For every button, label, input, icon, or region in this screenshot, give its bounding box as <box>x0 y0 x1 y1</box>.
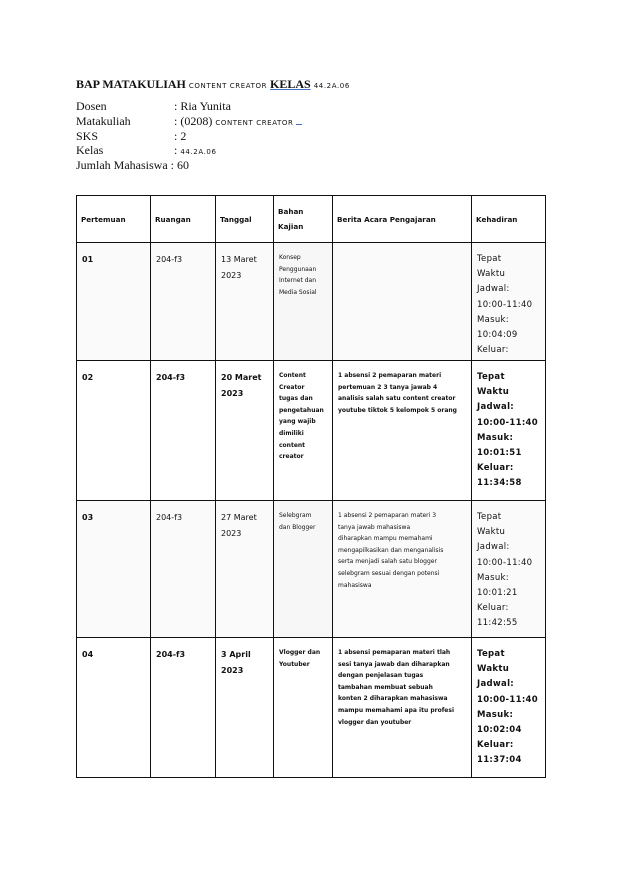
bahan-line: pengetahuan <box>279 406 324 414</box>
info-label: SKS <box>76 128 99 143</box>
title-kelas-label: KELAS <box>270 77 311 91</box>
berita-line: pertemuan 2 3 tanya jawab 4 <box>338 383 438 391</box>
berita-line: konten 2 diharapkan mahasiswa <box>338 695 448 703</box>
text-cursor-mark <box>296 116 302 125</box>
info-row-matakuliah <box>76 114 302 129</box>
cell-tanggal <box>216 243 274 361</box>
info-value-small: 44.2A.06 <box>180 148 217 157</box>
kehadiran-line: Waktu <box>477 387 510 398</box>
kehadiran-line: Masuk: <box>477 314 509 325</box>
cell-tanggal <box>216 501 274 638</box>
info-row-jumlah <box>76 158 302 173</box>
title-kelas-code: 44.2A.06 <box>313 82 350 90</box>
bap-table <box>76 195 546 778</box>
bahan-line: Vlogger dan <box>279 649 321 656</box>
kehadiran-line: Waktu <box>477 664 510 675</box>
kehadiran-line: Jadwal: <box>477 542 510 553</box>
cell-ruangan: 204-f3 <box>151 638 216 778</box>
bahan-line: tugas dan <box>279 395 313 403</box>
kehadiran-line: Tepat <box>477 649 505 659</box>
info-row-kelas <box>76 143 302 158</box>
tanggal-line2: 2023 <box>221 665 244 675</box>
info-label: Jumlah Mahasiswa <box>76 158 168 173</box>
info-sep: : <box>174 113 181 128</box>
tanggal-line1: 27 Maret <box>221 513 257 522</box>
berita-line: mengapilkasikan dan menganalisis <box>338 546 444 554</box>
kehadiran-line: Waktu <box>477 527 506 538</box>
info-sep: : <box>174 143 181 158</box>
cell-bahan <box>274 501 333 638</box>
cell-bahan <box>274 361 333 501</box>
title-prefix: BAP MATAKULIAH <box>76 77 186 91</box>
table-row <box>77 638 546 778</box>
kehadiran-line: Masuk: <box>477 572 509 583</box>
bahan-line: content <box>279 441 306 449</box>
kehadiran-line: Masuk: <box>477 432 514 443</box>
info-value: 60 <box>177 158 189 173</box>
bahan-line: Media Sosial <box>279 288 317 296</box>
bahan-line: dimiliki <box>279 429 304 437</box>
header-tanggal: Tanggal <box>216 196 274 243</box>
cell-pertemuan: 02 <box>77 361 151 501</box>
berita-line: mampu memahami apa itu profesi <box>338 706 454 714</box>
kehadiran-line: Tepat <box>477 372 505 382</box>
cell-berita <box>333 501 472 638</box>
berita-line: 1 absensi 2 pemaparan materi <box>338 372 442 379</box>
kehadiran-line: Jadwal: <box>477 402 514 413</box>
kehadiran-line: 11:37:04 <box>477 755 522 766</box>
kehadiran-line: Masuk: <box>477 709 514 720</box>
berita-line: mahasiswa <box>338 581 372 589</box>
bahan-line: dan Blogger <box>279 523 316 531</box>
bahan-line: Content <box>279 372 306 379</box>
cell-berita <box>333 361 472 501</box>
bahan-line: Penggunaan <box>279 265 317 273</box>
tanggal-line2: 2023 <box>221 270 242 280</box>
kehadiran-line: 10:01:21 <box>477 588 518 599</box>
kehadiran-line: 10:00-11:40 <box>477 557 533 568</box>
info-sep: : <box>174 128 181 143</box>
bahan-line: Youtuber <box>279 660 310 668</box>
bahan-line: Creator <box>279 383 305 391</box>
info-sep: : <box>174 99 181 113</box>
berita-line: 1 absensi pemaparan materi tlah <box>338 649 451 656</box>
bahan-line: creator <box>279 453 304 461</box>
tanggal-line1: 3 April <box>221 650 251 659</box>
cell-tanggal <box>216 361 274 501</box>
berita-line: dengan penjelasan tugas <box>338 672 424 680</box>
berita-line: analisis salah satu content creator <box>338 395 456 403</box>
course-info <box>76 99 302 173</box>
cell-ruangan: 204-f3 <box>151 501 216 638</box>
kehadiran-line: Keluar: <box>477 603 509 614</box>
cell-ruangan: 204-f3 <box>151 361 216 501</box>
kehadiran-line: 10:01:51 <box>477 448 522 459</box>
kehadiran-line: Tepat <box>477 254 502 264</box>
info-value: 2 <box>180 128 187 143</box>
berita-line: sesi tanya jawab dan diharapkan <box>338 660 450 668</box>
kehadiran-line: 10:00-11:40 <box>477 694 538 705</box>
berita-line: vlogger dan youtuber <box>338 718 412 726</box>
tanggal-line2: 2023 <box>221 528 242 538</box>
berita-line: 1 absensi 2 pemaparan materi 3 <box>338 512 437 519</box>
berita-line: tanya jawab mahasiswa <box>338 523 411 531</box>
info-sep: : <box>167 158 177 173</box>
cell-tanggal <box>216 638 274 778</box>
bahan-line: yang wajib <box>279 418 316 426</box>
kehadiran-line: Keluar: <box>477 345 509 356</box>
cell-bahan <box>274 638 333 778</box>
table-row <box>77 361 546 501</box>
info-value: Ria Yunita <box>180 99 231 113</box>
info-row-sks <box>76 129 302 144</box>
cell-bahan <box>274 243 333 361</box>
info-row-dosen <box>76 99 302 114</box>
tanggal-line2: 2023 <box>221 388 244 398</box>
document-title <box>76 77 350 92</box>
berita-line: youtube tiktok 5 kelompok 5 orang <box>338 406 457 414</box>
cell-kehadiran <box>472 638 546 778</box>
kehadiran-line: 10:00-11:40 <box>477 417 538 428</box>
header-pertemuan: Pertemuan <box>77 196 151 243</box>
bahan-line: Konsep <box>279 254 301 261</box>
kehadiran-line: 10:04:09 <box>477 330 518 341</box>
kehadiran-line: Jadwal: <box>477 679 514 690</box>
tanggal-line1: 13 Maret <box>221 255 257 264</box>
header-berita-acara: Berita Acara Pengajaran <box>333 196 472 243</box>
table-row <box>77 501 546 638</box>
table-header-row <box>77 196 546 243</box>
kehadiran-line: 11:34:58 <box>477 478 522 489</box>
info-value-small: CONTENT CREATOR <box>215 118 294 127</box>
kehadiran-line: Jadwal: <box>477 284 510 295</box>
header-kehadiran: Kehadiran <box>472 196 546 243</box>
tanggal-line1: 20 Maret <box>221 373 262 382</box>
header-bahan-kajian <box>274 196 333 243</box>
header-ruangan: Ruangan <box>151 196 216 243</box>
table-row <box>77 243 546 361</box>
kehadiran-line: Waktu <box>477 269 506 280</box>
berita-line: tambahan membuat sebuah <box>338 683 433 691</box>
header-bahan-line2: Kajian <box>278 222 304 231</box>
kehadiran-line: 10:02:04 <box>477 725 522 736</box>
cell-kehadiran <box>472 501 546 638</box>
berita-line: serta menjadi salah satu blogger <box>338 558 437 566</box>
bahan-line: Internet dan <box>279 277 317 285</box>
cell-berita <box>333 638 472 778</box>
kehadiran-line: Keluar: <box>477 740 514 751</box>
cell-pertemuan: 04 <box>77 638 151 778</box>
cell-pertemuan: 03 <box>77 501 151 638</box>
kehadiran-line: 11:42:55 <box>477 618 518 629</box>
cell-berita <box>333 243 472 361</box>
cell-kehadiran <box>472 361 546 501</box>
kehadiran-line: Tepat <box>477 512 502 522</box>
title-course: CONTENT CREATOR <box>188 82 268 90</box>
info-label: Kelas <box>76 143 104 158</box>
cell-ruangan: 204-f3 <box>151 243 216 361</box>
berita-line: diharapkan mampu memahami <box>338 535 433 543</box>
cell-kehadiran <box>472 243 546 361</box>
info-label: Matakuliah <box>76 113 131 128</box>
bahan-line: Selebgram <box>279 512 312 519</box>
info-value: (0208) <box>180 113 216 128</box>
kehadiran-line: Keluar: <box>477 463 514 474</box>
berita-line: selebgram sesuai dengan potensi <box>338 569 440 577</box>
info-label: Dosen <box>76 99 107 113</box>
header-bahan-line1: Bahan <box>278 207 304 216</box>
cell-pertemuan: 01 <box>77 243 151 361</box>
kehadiran-line: 10:00-11:40 <box>477 299 533 310</box>
